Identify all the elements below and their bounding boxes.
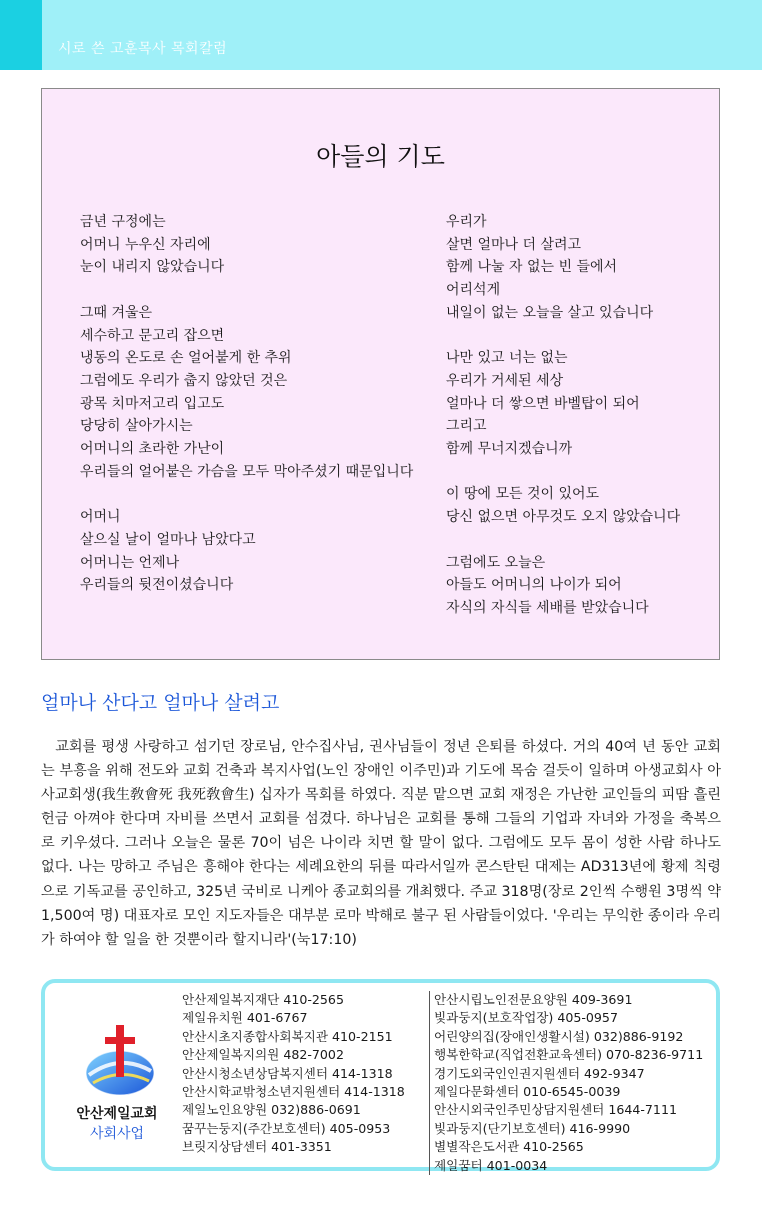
contact-item: 안산시학교밖청소년지원센터 414-1318	[182, 1084, 405, 1100]
cross-globe-logo-icon	[77, 1023, 163, 1103]
poem-stanza	[446, 483, 716, 528]
poem-line: 우리가 거세된 세상	[446, 372, 564, 389]
contact-item: 꿈꾸는둥지(주간보호센터) 405-0953	[182, 1120, 391, 1136]
poem-stanza	[80, 302, 420, 484]
contact-item: 어린양의집(장애인생활시설) 032)886-9192	[434, 1028, 684, 1044]
poem-line: 당당히 살아가시는	[80, 418, 193, 435]
header-title: 시로 쓴 고훈목사 목회칼럼	[58, 41, 228, 57]
poem-line: 그럼에도 우리가 춥지 않았던 것은	[80, 372, 288, 389]
header-accent-tab	[0, 0, 42, 70]
poem-line: 어리석게	[446, 282, 501, 299]
poem-line: 당신 없으면 아무것도 오지 않았습니다	[446, 509, 681, 526]
poem-line: 함께 나눌 자 없는 빈 들에서	[446, 259, 618, 276]
contact-list-right	[429, 991, 703, 1175]
contact-list-left	[182, 991, 405, 1157]
contact-item: 제일다문화센터 010-6545-0039	[434, 1084, 621, 1100]
poem-line: 내일이 없는 오늘을 살고 있습니다	[446, 304, 654, 321]
contact-item: 안산시초지종합사회복지관 410-2151	[182, 1028, 393, 1044]
poem-left-column	[80, 211, 420, 620]
poem-box	[41, 88, 720, 660]
poem-line: 어머니의 초라한 가난이	[80, 441, 225, 458]
poem-stanza	[446, 211, 716, 325]
poem-line: 자식의 자식들 세배를 받았습니다	[446, 599, 649, 616]
poem-line: 그때 겨울은	[80, 304, 153, 321]
org-subtitle: 사회사업	[89, 1126, 145, 1142]
poem-line: 어머니	[80, 509, 121, 526]
article-heading: 얼마나 산다고 얼마나 살려고	[41, 692, 280, 714]
poem-line: 우리들의 얼어붙은 가슴을 모두 막아주셨기 때문입니다	[80, 463, 414, 480]
poem-stanza	[446, 552, 716, 620]
poem-line: 어머니 누우신 자리에	[80, 236, 211, 253]
article-body: 교회를 평생 사랑하고 섬기던 장로님, 안수집사님, 권사님들이 정년 은퇴를 하셨다. 거의 40여 년 동안 교회는 부흥을 위해 전도와 교회 건축과 복지사업(노인 장애인 이주민)과 기도에 목숨 걸듯이 일하며 아생교회사 아사교회생(我生敎會死 我死敎會生) 십자가 목회를 하였다. 직분 맡으면 교회 재정은 가난한 교인들의 피땀 흘린 헌금 아껴야 한다며 자비를 쓰면서 교회를 섬겼다. 하나님은 교회를 통해 그들의 기업과 자녀와 가정을 축복으로 키우셨다. 그러나 오늘은 물론 70이 넘은 나이라 치면 할 말이 없다. 그럼에도 모두 몸이 성한 사람 하나도 없다. 나는 망하고 주님은 흥해야 한다는 세례요한의 뒤를 따라서일까 콘스탄틴 대제는 AD313년에 황제 칙령으로 기독교를 공인하고, 325년 국비로 니케아 종교회의를 개최했다. 주교 318명(장로 2인씩 수행원 3명씩 약 1,500여 명) 대표자로 모인 지도자들은 대부분 로마 박해로 불구 된 사람들이었다. '우리는 무익한 종이라 우리가 하여야 할 일을 한 것뿐이라 할지니라'(눅17:10)	[41, 739, 721, 948]
contact-item: 제일유치원 401-6767	[182, 1010, 308, 1026]
contact-item: 빛과둥지(단기보호센터) 416-9990	[434, 1120, 631, 1136]
poem-right-column	[446, 211, 716, 642]
poem-line: 그리고	[446, 418, 487, 435]
contact-item: 브릿지상담센터 401-3351	[182, 1139, 332, 1155]
contact-item: 별별작은도서관 410-2565	[434, 1139, 584, 1155]
poem-line: 얼마나 더 쌓으면 바벨탑이 되어	[446, 395, 640, 412]
poem-line: 냉동의 온도로 손 얼어붙게 한 추위	[80, 350, 292, 367]
footer-box	[41, 979, 720, 1171]
poem-line: 살으실 날이 얼마나 남았다고	[80, 531, 256, 548]
contact-item: 안산시청소년상담복지센터 414-1318	[182, 1065, 393, 1081]
poem-stanza	[80, 211, 420, 279]
poem-line: 세수하고 문고리 잡으면	[80, 327, 225, 344]
contact-item: 안산시외국인주민상담지원센터 1644-7111	[434, 1102, 677, 1118]
contact-item: 제일꿈터 401-0034	[434, 1157, 548, 1173]
org-name: 안산제일교회	[76, 1106, 158, 1122]
poem-stanza	[80, 506, 420, 597]
poem-line: 우리들의 뒷전이셨습니다	[80, 577, 234, 594]
poem-line: 우리가	[446, 214, 487, 230]
poem-stanza	[446, 347, 716, 461]
contact-item: 빛과둥지(보호작업장) 405-0957	[434, 1010, 618, 1026]
poem-line: 광목 치마저고리 입고도	[80, 395, 225, 412]
contact-item: 안산시립노인전문요양원 409-3691	[434, 992, 633, 1007]
poem-line: 눈이 내리지 않았습니다	[80, 259, 225, 276]
contact-item: 행복한학교(직업전환교육센터) 070-8236-9711	[434, 1047, 704, 1063]
poem-line: 살면 얼마나 더 살려고	[446, 236, 582, 253]
page-header	[0, 0, 762, 70]
poem-line: 어머니는 언제나	[80, 554, 180, 571]
contact-item: 제일노인요양원 032)886-0691	[182, 1102, 361, 1118]
poem-line: 금년 구정에는	[80, 214, 166, 230]
poem-line: 나만 있고 너는 없는	[446, 350, 568, 367]
poem-line: 이 땅에 모든 것이 있어도	[446, 486, 600, 503]
poem-line: 함께 무너지겠습니까	[446, 441, 573, 458]
poem-line: 아들도 어머니의 나이가 되어	[446, 577, 622, 594]
contact-item: 안산제일복지의원 482-7002	[182, 1047, 344, 1063]
contact-item: 경기도외국인인권지원센터 492-9347	[434, 1065, 645, 1081]
contact-item: 안산제일복지재단 410-2565	[182, 992, 344, 1007]
poem-line: 그럼에도 오늘은	[446, 554, 546, 571]
poem-title: 아들의 기도	[316, 142, 445, 171]
